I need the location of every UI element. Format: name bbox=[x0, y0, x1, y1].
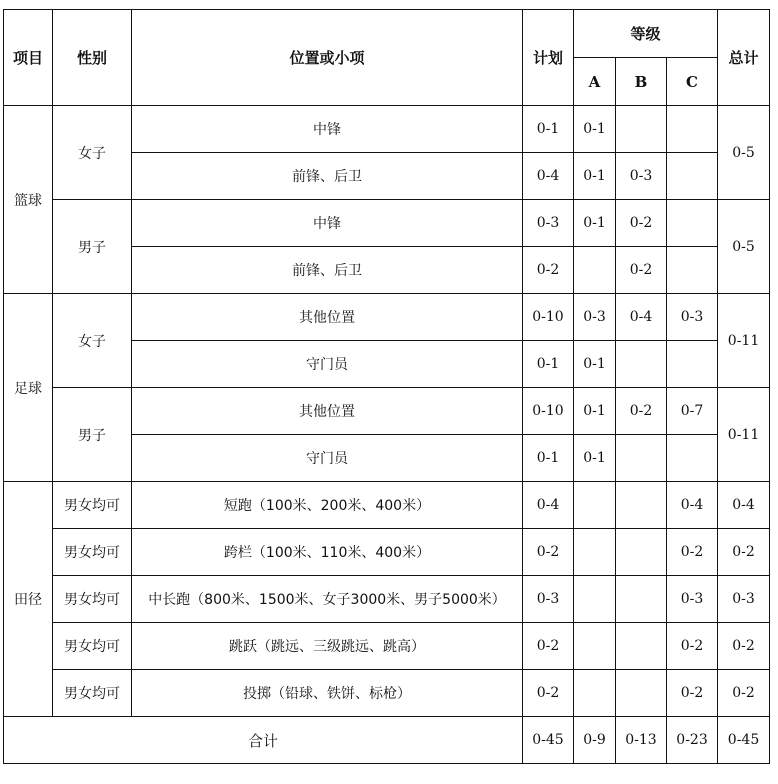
grade-c-cell: 0-3 bbox=[667, 576, 718, 623]
grade-c-cell bbox=[667, 341, 718, 388]
position-cell: 中长跑（800米、1500米、女子3000米、男子5000米） bbox=[132, 576, 523, 623]
grade-c-cell bbox=[667, 247, 718, 294]
header-total: 总计 bbox=[718, 10, 770, 106]
header-grade-c: C bbox=[667, 58, 718, 106]
summary-plan: 0-45 bbox=[523, 717, 574, 764]
item-football: 足球 bbox=[4, 294, 53, 482]
plan-cell: 0-1 bbox=[523, 106, 574, 153]
grade-c-cell bbox=[667, 106, 718, 153]
plan-cell: 0-2 bbox=[523, 247, 574, 294]
gender-cell: 男女均可 bbox=[53, 670, 132, 717]
summary-label: 合计 bbox=[4, 717, 523, 764]
plan-cell: 0-10 bbox=[523, 294, 574, 341]
header-gender: 性别 bbox=[53, 10, 132, 106]
grade-c-cell: 0-4 bbox=[667, 482, 718, 529]
gender-cell: 男子 bbox=[53, 200, 132, 294]
grade-b-cell bbox=[616, 623, 667, 670]
table-row bbox=[4, 294, 770, 341]
grade-a-cell: 0-1 bbox=[574, 106, 616, 153]
plan-cell: 0-3 bbox=[523, 576, 574, 623]
grade-a-cell: 0-1 bbox=[574, 388, 616, 435]
grade-b-cell bbox=[616, 435, 667, 482]
table-row bbox=[4, 670, 770, 717]
total-cell: 0-5 bbox=[718, 200, 770, 294]
header-item: 项目 bbox=[4, 10, 53, 106]
header-position: 位置或小项 bbox=[132, 10, 523, 106]
position-cell: 其他位置 bbox=[132, 388, 523, 435]
grade-a-cell: 0-1 bbox=[574, 200, 616, 247]
grade-b-cell: 0-2 bbox=[616, 247, 667, 294]
plan-cell: 0-2 bbox=[523, 623, 574, 670]
table-row bbox=[4, 529, 770, 576]
plan-cell: 0-3 bbox=[523, 200, 574, 247]
grade-a-cell bbox=[574, 576, 616, 623]
grade-c-cell: 0-2 bbox=[667, 529, 718, 576]
table-row bbox=[4, 576, 770, 623]
total-cell: 0-2 bbox=[718, 529, 770, 576]
summary-total: 0-45 bbox=[718, 717, 770, 764]
header-grade-a: A bbox=[574, 58, 616, 106]
grade-c-cell bbox=[667, 200, 718, 247]
position-cell: 跳跃（跳远、三级跳远、跳高） bbox=[132, 623, 523, 670]
total-cell: 0-3 bbox=[718, 576, 770, 623]
grade-c-cell: 0-2 bbox=[667, 670, 718, 717]
grade-a-cell bbox=[574, 529, 616, 576]
position-cell: 前锋、后卫 bbox=[132, 153, 523, 200]
item-basketball: 篮球 bbox=[4, 106, 53, 294]
grade-c-cell: 0-2 bbox=[667, 623, 718, 670]
header-grade-b: B bbox=[616, 58, 667, 106]
grade-a-cell: 0-1 bbox=[574, 435, 616, 482]
header-plan: 计划 bbox=[523, 10, 574, 106]
plan-cell: 0-1 bbox=[523, 435, 574, 482]
summary-grade-a: 0-9 bbox=[574, 717, 616, 764]
gender-cell: 女子 bbox=[53, 294, 132, 388]
position-cell: 守门员 bbox=[132, 341, 523, 388]
grade-a-cell bbox=[574, 482, 616, 529]
grade-b-cell: 0-2 bbox=[616, 200, 667, 247]
plan-cell: 0-4 bbox=[523, 482, 574, 529]
item-athletics: 田径 bbox=[4, 482, 53, 717]
grade-c-cell bbox=[667, 435, 718, 482]
position-cell: 投掷（铅球、铁饼、标枪） bbox=[132, 670, 523, 717]
grade-a-cell bbox=[574, 247, 616, 294]
grade-a-cell: 0-1 bbox=[574, 153, 616, 200]
summary-row bbox=[4, 717, 770, 764]
gender-cell: 男女均可 bbox=[53, 482, 132, 529]
plan-cell: 0-1 bbox=[523, 341, 574, 388]
gender-cell: 男女均可 bbox=[53, 576, 132, 623]
position-cell: 守门员 bbox=[132, 435, 523, 482]
total-cell: 0-11 bbox=[718, 388, 770, 482]
grade-c-cell bbox=[667, 153, 718, 200]
quota-table bbox=[3, 9, 770, 764]
position-cell: 跨栏（100米、110米、400米） bbox=[132, 529, 523, 576]
grade-a-cell: 0-3 bbox=[574, 294, 616, 341]
plan-cell: 0-4 bbox=[523, 153, 574, 200]
table-row bbox=[4, 623, 770, 670]
gender-cell: 男女均可 bbox=[53, 529, 132, 576]
grade-b-cell bbox=[616, 106, 667, 153]
total-cell: 0-4 bbox=[718, 482, 770, 529]
summary-grade-b: 0-13 bbox=[616, 717, 667, 764]
grade-a-cell bbox=[574, 623, 616, 670]
grade-b-cell bbox=[616, 341, 667, 388]
grade-c-cell: 0-7 bbox=[667, 388, 718, 435]
grade-b-cell: 0-2 bbox=[616, 388, 667, 435]
grade-a-cell bbox=[574, 670, 616, 717]
plan-cell: 0-2 bbox=[523, 670, 574, 717]
grade-b-cell: 0-3 bbox=[616, 153, 667, 200]
summary-grade-c: 0-23 bbox=[667, 717, 718, 764]
total-cell: 0-2 bbox=[718, 623, 770, 670]
table-row bbox=[4, 482, 770, 529]
grade-b-cell bbox=[616, 482, 667, 529]
position-cell: 中锋 bbox=[132, 106, 523, 153]
position-cell: 前锋、后卫 bbox=[132, 247, 523, 294]
plan-cell: 0-10 bbox=[523, 388, 574, 435]
grade-b-cell: 0-4 bbox=[616, 294, 667, 341]
table-row bbox=[4, 388, 770, 435]
grade-a-cell: 0-1 bbox=[574, 341, 616, 388]
total-cell: 0-5 bbox=[718, 106, 770, 200]
position-cell: 短跑（100米、200米、400米） bbox=[132, 482, 523, 529]
position-cell: 其他位置 bbox=[132, 294, 523, 341]
table-row bbox=[4, 200, 770, 247]
grade-b-cell bbox=[616, 670, 667, 717]
gender-cell: 男女均可 bbox=[53, 623, 132, 670]
grade-c-cell: 0-3 bbox=[667, 294, 718, 341]
total-cell: 0-2 bbox=[718, 670, 770, 717]
table-row bbox=[4, 106, 770, 153]
plan-cell: 0-2 bbox=[523, 529, 574, 576]
grade-b-cell bbox=[616, 576, 667, 623]
grade-b-cell bbox=[616, 529, 667, 576]
header-grade: 等级 bbox=[574, 10, 718, 58]
total-cell: 0-11 bbox=[718, 294, 770, 388]
gender-cell: 女子 bbox=[53, 106, 132, 200]
gender-cell: 男子 bbox=[53, 388, 132, 482]
position-cell: 中锋 bbox=[132, 200, 523, 247]
